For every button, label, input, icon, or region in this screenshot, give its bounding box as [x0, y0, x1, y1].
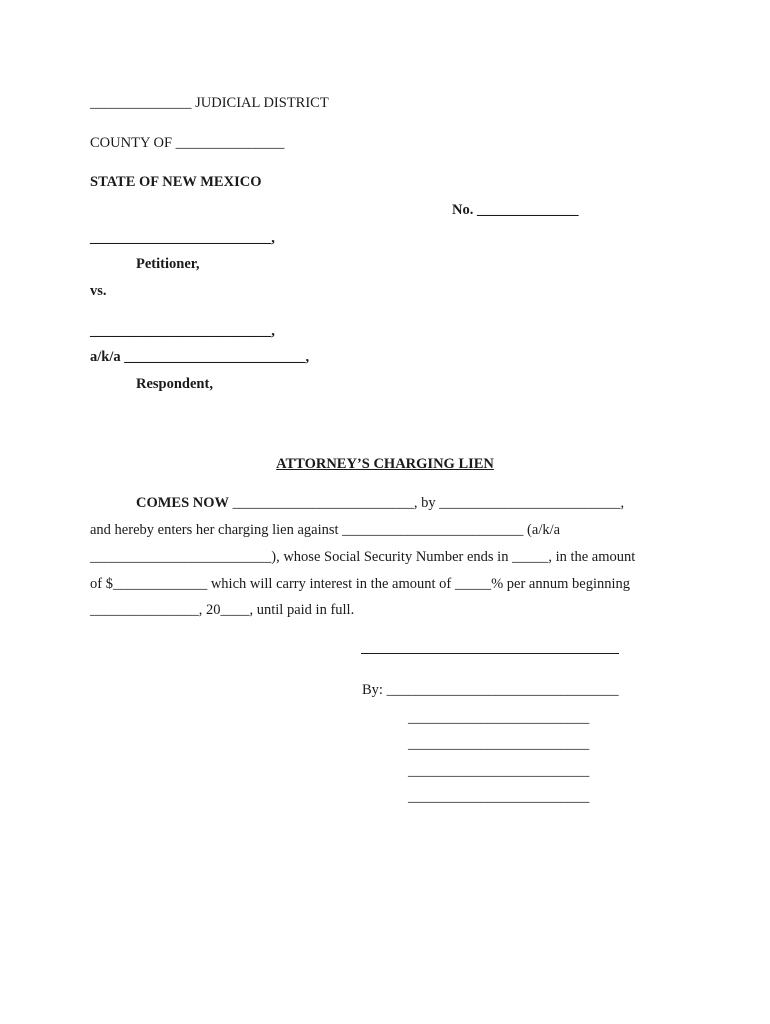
- body-line-5: _______________, 20____, until paid in full.: [90, 602, 355, 618]
- petitioner-name-blank: _________________________,: [90, 230, 275, 246]
- state-line: STATE OF NEW MEXICO: [90, 174, 262, 190]
- case-number-line: No. ______________: [452, 202, 579, 218]
- respondent-label: Respondent,: [136, 376, 213, 392]
- signature-address-line-3: _________________________: [408, 763, 590, 779]
- body-line-1: [136, 494, 624, 512]
- judicial-district-line: ______________ JUDICIAL DISTRICT: [90, 95, 329, 111]
- signature-address-line-2: _________________________: [408, 736, 590, 752]
- respondent-aka-line: a/k/a _________________________,: [90, 349, 310, 365]
- petitioner-label: Petitioner,: [136, 256, 200, 272]
- body-line-1-rest: _________________________, by _________________________,: [229, 495, 625, 511]
- comes-now-label: COMES NOW: [136, 495, 230, 511]
- body-line-3: _________________________), whose Social Security Number ends in _____, in the amount: [90, 549, 636, 565]
- signature-address-line-4: _________________________: [408, 789, 590, 805]
- document-title: ATTORNEY’S CHARGING LIEN: [276, 456, 494, 472]
- county-line: COUNTY OF _______________: [90, 135, 285, 151]
- respondent-name-blank: _________________________,: [90, 323, 275, 339]
- body-line-2: and hereby enters her charging lien against _________________________ (a/k/a: [90, 522, 561, 538]
- versus-label: vs.: [90, 283, 107, 299]
- body-line-4: of $_____________ which will carry interest in the amount of _____% per annum beginning: [90, 576, 631, 592]
- signature-address-line-1: _________________________: [408, 710, 590, 726]
- signature-by-line: By: ________________________________: [362, 682, 619, 698]
- signature-line: [361, 653, 619, 654]
